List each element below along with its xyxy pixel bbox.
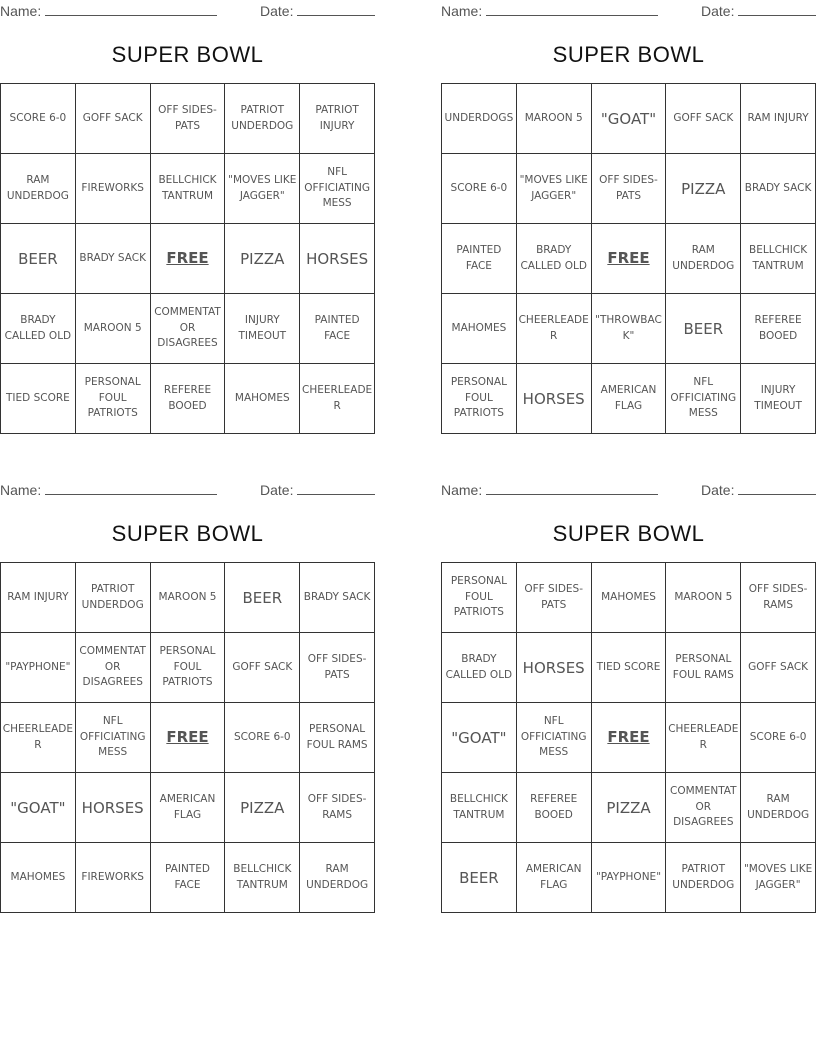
bingo-cell[interactable]: "MOVES LIKE JAGGER": [225, 154, 300, 224]
bingo-cell[interactable]: RAM INJURY: [741, 84, 816, 154]
bingo-cell[interactable]: PERSONAL FOUL PATRIOTS: [442, 364, 517, 434]
bingo-cell[interactable]: GOFF SACK: [666, 84, 741, 154]
bingo-cell[interactable]: HORSES: [300, 224, 375, 294]
free-space-cell[interactable]: FREE: [151, 224, 226, 294]
bingo-cell[interactable]: MAHOMES: [1, 843, 76, 913]
bingo-cell[interactable]: BRADY SACK: [300, 563, 375, 633]
name-label: Name:: [0, 482, 42, 498]
bingo-cell[interactable]: BELLCHICK TANTRUM: [225, 843, 300, 913]
bingo-card: [441, 479, 816, 909]
bingo-cell[interactable]: PAINTED FACE: [442, 224, 517, 294]
bingo-cell[interactable]: BEER: [442, 843, 517, 913]
bingo-cell[interactable]: NFL OFFICIATING MESS: [76, 703, 151, 773]
bingo-cell[interactable]: TIED SCORE: [592, 633, 667, 703]
bingo-cell[interactable]: TIED SCORE: [1, 364, 76, 434]
bingo-cell[interactable]: CHEERLEADER: [517, 294, 592, 364]
bingo-cell[interactable]: "MOVES LIKE JAGGER": [517, 154, 592, 224]
bingo-cell[interactable]: RAM UNDERDOG: [741, 773, 816, 843]
bingo-cell[interactable]: "GOAT": [1, 773, 76, 843]
bingo-cell[interactable]: OFF SIDES-RAMS: [741, 563, 816, 633]
bingo-cell[interactable]: GOFF SACK: [225, 633, 300, 703]
bingo-cell[interactable]: GOFF SACK: [76, 84, 151, 154]
bingo-cell[interactable]: "GOAT": [442, 703, 517, 773]
name-field[interactable]: [0, 481, 217, 498]
bingo-cell[interactable]: BEER: [666, 294, 741, 364]
name-line: [486, 2, 658, 16]
bingo-cell[interactable]: COMMENTATOR DISAGREES: [76, 633, 151, 703]
bingo-cell[interactable]: BELLCHICK TANTRUM: [151, 154, 226, 224]
bingo-cell[interactable]: SCORE 6-0: [225, 703, 300, 773]
bingo-cell[interactable]: PATRIOT UNDERDOG: [76, 563, 151, 633]
date-label: Date:: [260, 3, 294, 19]
bingo-cell[interactable]: "GOAT": [592, 84, 667, 154]
bingo-cell[interactable]: SCORE 6-0: [741, 703, 816, 773]
bingo-cell[interactable]: CHEERLEADER: [1, 703, 76, 773]
name-field[interactable]: [0, 2, 217, 19]
bingo-cell[interactable]: CHEERLEADER: [300, 364, 375, 434]
free-space-cell[interactable]: FREE: [592, 224, 667, 294]
date-line: [297, 481, 375, 495]
card-title: SUPER BOWL: [552, 521, 705, 546]
bingo-cell[interactable]: MAROON 5: [151, 563, 226, 633]
bingo-cell[interactable]: BRADY SACK: [741, 154, 816, 224]
bingo-grid: [0, 83, 375, 434]
date-line: [738, 481, 816, 495]
bingo-cell[interactable]: FIREWORKS: [76, 843, 151, 913]
bingo-cell[interactable]: OFF SIDES-PATS: [517, 563, 592, 633]
bingo-cell[interactable]: PERSONAL FOUL PATRIOTS: [151, 633, 226, 703]
bingo-cell[interactable]: OFF SIDES-RAMS: [300, 773, 375, 843]
bingo-grid: [0, 562, 375, 913]
bingo-cell[interactable]: PIZZA: [592, 773, 667, 843]
bingo-cell[interactable]: NFL OFFICIATING MESS: [666, 364, 741, 434]
date-line: [297, 2, 375, 16]
bingo-cell[interactable]: BRADY CALLED OLD: [517, 224, 592, 294]
name-label: Name:: [441, 3, 483, 19]
bingo-cell[interactable]: MAHOMES: [592, 563, 667, 633]
date-field[interactable]: [260, 481, 375, 498]
bingo-cell[interactable]: MAHOMES: [442, 294, 517, 364]
bingo-cell[interactable]: SCORE 6-0: [442, 154, 517, 224]
bingo-cell[interactable]: OFF SIDES-PATS: [300, 633, 375, 703]
bingo-cell[interactable]: RAM INJURY: [1, 563, 76, 633]
bingo-cell[interactable]: PIZZA: [225, 224, 300, 294]
name-label: Name:: [441, 482, 483, 498]
bingo-cell[interactable]: BEER: [225, 563, 300, 633]
bingo-cell[interactable]: PAINTED FACE: [300, 294, 375, 364]
bingo-cell[interactable]: PATRIOT UNDERDOG: [666, 843, 741, 913]
name-line: [45, 2, 217, 16]
bingo-cell[interactable]: RAM UNDERDOG: [666, 224, 741, 294]
bingo-cell[interactable]: BRADY SACK: [76, 224, 151, 294]
bingo-cell[interactable]: "MOVES LIKE JAGGER": [741, 843, 816, 913]
bingo-cell[interactable]: BELLCHICK TANTRUM: [741, 224, 816, 294]
card-title: SUPER BOWL: [111, 521, 264, 546]
free-space-cell[interactable]: FREE: [151, 703, 226, 773]
date-field[interactable]: [701, 2, 816, 19]
bingo-cell[interactable]: AMERICAN FLAG: [592, 364, 667, 434]
bingo-cell[interactable]: PATRIOT UNDERDOG: [225, 84, 300, 154]
bingo-cell[interactable]: SCORE 6-0: [1, 84, 76, 154]
bingo-cell[interactable]: COMMENTATOR DISAGREES: [151, 294, 226, 364]
bingo-cell[interactable]: BEER: [1, 224, 76, 294]
date-label: Date:: [701, 482, 735, 498]
date-field[interactable]: [701, 481, 816, 498]
bingo-grid: [441, 562, 816, 913]
date-line: [738, 2, 816, 16]
bingo-grid: [441, 83, 816, 434]
bingo-cell[interactable]: CHEERLEADER: [666, 703, 741, 773]
bingo-cell[interactable]: INJURY TIMEOUT: [741, 364, 816, 434]
bingo-cell[interactable]: REFEREE BOOED: [517, 773, 592, 843]
bingo-cell[interactable]: HORSES: [517, 364, 592, 434]
bingo-cell[interactable]: RAM UNDERDOG: [300, 843, 375, 913]
bingo-cell[interactable]: PATRIOT INJURY: [300, 84, 375, 154]
bingo-cell[interactable]: GOFF SACK: [741, 633, 816, 703]
bingo-cell[interactable]: BRADY CALLED OLD: [1, 294, 76, 364]
card-header: [441, 0, 816, 22]
bingo-cell[interactable]: HORSES: [76, 773, 151, 843]
card-title: SUPER BOWL: [111, 42, 264, 67]
card-header: [0, 479, 375, 501]
card-title: SUPER BOWL: [552, 42, 705, 67]
bingo-cell[interactable]: FIREWORKS: [76, 154, 151, 224]
bingo-cell[interactable]: "PAYPHONE": [1, 633, 76, 703]
bingo-cell[interactable]: HORSES: [517, 633, 592, 703]
bingo-cell[interactable]: COMMENTATOR DISAGREES: [666, 773, 741, 843]
bingo-cell[interactable]: PAINTED FACE: [151, 843, 226, 913]
bingo-cell[interactable]: REFEREE BOOED: [151, 364, 226, 434]
bingo-card: [441, 0, 816, 430]
date-label: Date:: [260, 482, 294, 498]
bingo-cell[interactable]: PERSONAL FOUL RAMS: [666, 633, 741, 703]
bingo-cell[interactable]: NFL OFFICIATING MESS: [300, 154, 375, 224]
bingo-cell[interactable]: OFF SIDES-PATS: [151, 84, 226, 154]
bingo-card: [0, 0, 375, 430]
bingo-cell[interactable]: MAHOMES: [225, 364, 300, 434]
bingo-cell[interactable]: OFF SIDES-PATS: [592, 154, 667, 224]
bingo-cell[interactable]: PERSONAL FOUL PATRIOTS: [76, 364, 151, 434]
name-label: Name:: [0, 3, 42, 19]
name-field[interactable]: [441, 2, 658, 19]
bingo-cell[interactable]: MAROON 5: [76, 294, 151, 364]
bingo-cell[interactable]: AMERICAN FLAG: [151, 773, 226, 843]
date-field[interactable]: [260, 2, 375, 19]
name-line: [45, 481, 217, 495]
bingo-cell[interactable]: UNDERDOGS: [442, 84, 517, 154]
bingo-cell[interactable]: MAROON 5: [666, 563, 741, 633]
bingo-cell[interactable]: PIZZA: [666, 154, 741, 224]
card-header: [441, 479, 816, 501]
bingo-cell[interactable]: BELLCHICK TANTRUM: [442, 773, 517, 843]
bingo-cell[interactable]: REFEREE BOOED: [741, 294, 816, 364]
bingo-cell[interactable]: AMERICAN FLAG: [517, 843, 592, 913]
bingo-cell[interactable]: RAM UNDERDOG: [1, 154, 76, 224]
bingo-cell[interactable]: NFL OFFICIATING MESS: [517, 703, 592, 773]
bingo-cell[interactable]: PERSONAL FOUL PATRIOTS: [442, 563, 517, 633]
card-header: [0, 0, 375, 22]
name-line: [486, 481, 658, 495]
bingo-cell[interactable]: PERSONAL FOUL RAMS: [300, 703, 375, 773]
bingo-cell[interactable]: BRADY CALLED OLD: [442, 633, 517, 703]
bingo-card: [0, 479, 375, 909]
bingo-cell[interactable]: PIZZA: [225, 773, 300, 843]
bingo-cell[interactable]: MAROON 5: [517, 84, 592, 154]
bingo-cell[interactable]: "THROWBACK": [592, 294, 667, 364]
free-space-cell[interactable]: FREE: [592, 703, 667, 773]
bingo-cell[interactable]: "PAYPHONE": [592, 843, 667, 913]
name-field[interactable]: [441, 481, 658, 498]
bingo-cell[interactable]: INJURY TIMEOUT: [225, 294, 300, 364]
date-label: Date:: [701, 3, 735, 19]
